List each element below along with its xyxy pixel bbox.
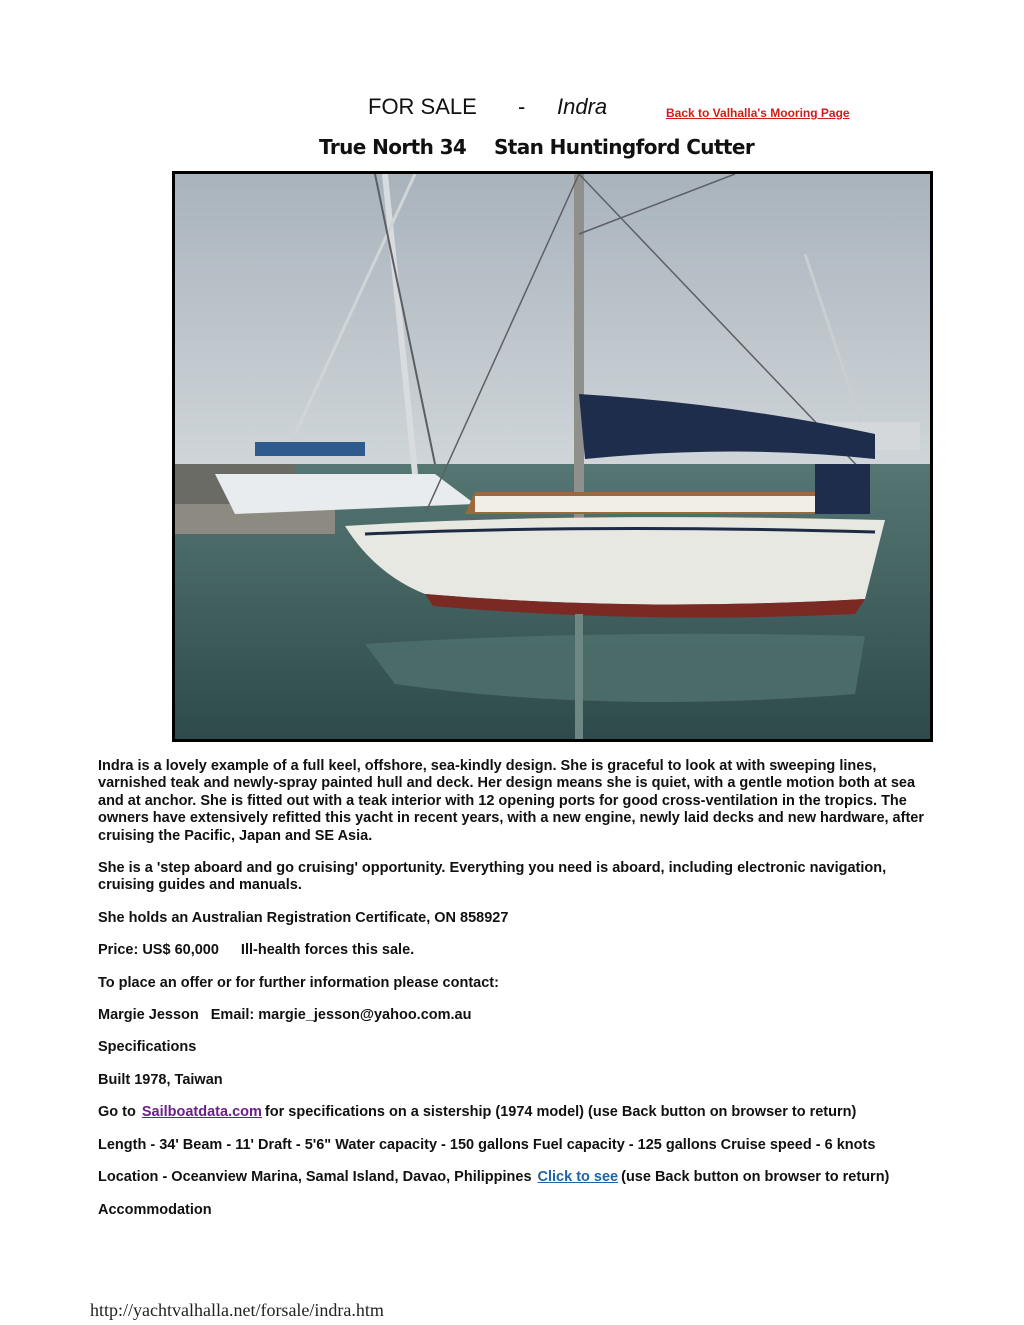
footer-url: http://yachtvalhalla.net/forsale/indra.htm (90, 1300, 384, 1320)
for-sale-heading: FOR SALE (368, 94, 477, 119)
dimensions-line: Length - 34' Beam - 11' Draft - 5'6" Water capacity - 150 gallons Fuel capacity - 125 gallons Cruise speed - 6 knots (98, 1136, 876, 1153)
contact-intro: To place an offer or for further information please contact: (98, 974, 499, 991)
listing-content (98, 758, 938, 1234)
cruising-paragraph: She is a 'step aboard and go cruising' opportunity. Everything you need is aboard, including electronic navigation, cruising guides and manuals. (98, 860, 887, 894)
price-value: Price: US$ 60,000 (98, 942, 219, 959)
sailboatdata-link[interactable]: Sailboatdata.com (141, 1104, 262, 1121)
contact-name: Margie Jesson (98, 1007, 199, 1024)
sailboatdata-line (98, 1104, 938, 1121)
page-header (0, 94, 1024, 128)
boat-photo (172, 171, 933, 742)
description-paragraph: Indra is a lovely example of a full keel, offshore, sea-kindly design. She is graceful to look at with sweeping lines, varnished teak and newly-spray painted hull and deck. Her design means she is quiet, with a gentle motion both at sea and at anchor. She is fitted out with a teak interior with 12 opening ports for good cross-ventilation in the tropics. The owners have extensively refitted this yacht in recent years, with a new engine, newly laid decks and new hardware, after cruising the Pacific, Japan and SE Asia. (98, 758, 924, 844)
price-line (98, 942, 938, 959)
boat-photo-illustration (175, 174, 930, 739)
price-note: Ill-health forces this sale. (240, 942, 415, 959)
contact-email: Email: margie_jesson@yahoo.com.au (210, 1007, 472, 1024)
location-line (98, 1169, 938, 1186)
built-line: Built 1978, Taiwan (98, 1071, 223, 1088)
page-subtitle (0, 135, 1024, 161)
location-prefix: Location - Oceanview Marina, Samal Island, Davao, Philippines (98, 1169, 532, 1186)
accommodation-heading: Accommodation (98, 1201, 212, 1218)
location-suffix: (use Back button on browser to return) (621, 1169, 890, 1186)
back-to-mooring-link[interactable]: Back to Valhalla's Mooring Page (666, 106, 850, 120)
boat-name: Indra (557, 94, 608, 119)
location-link[interactable]: Click to see (537, 1169, 619, 1186)
title-separator: - (518, 94, 526, 119)
goto-suffix: for specifications on a sistership (1974 model) (use Back button on browser to return) (264, 1104, 857, 1121)
boat-designer: Stan Huntingford Cutter (494, 135, 755, 159)
registration-line: She holds an Australian Registration Certificate, ON 858927 (98, 909, 509, 926)
specifications-heading: Specifications (98, 1039, 197, 1056)
goto-prefix: Go to (98, 1104, 136, 1121)
contact-line (98, 1007, 938, 1024)
boat-model: True North 34 (319, 135, 467, 159)
